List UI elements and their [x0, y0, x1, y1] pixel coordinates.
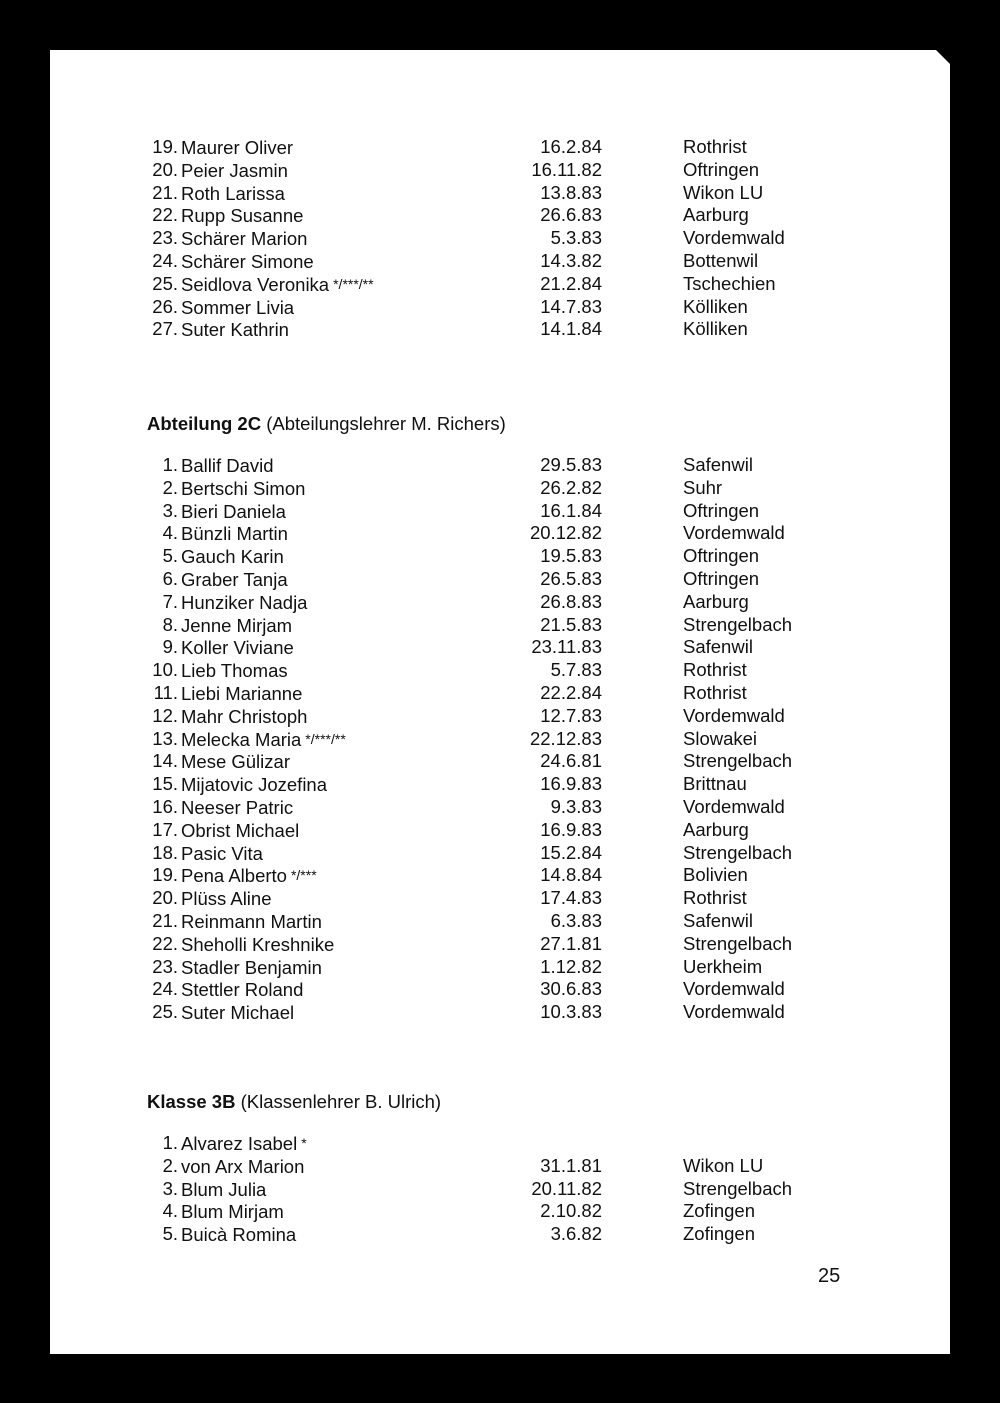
home-town: Wikon LU — [683, 181, 764, 203]
student-name-cell — [181, 956, 326, 980]
birth-date: 29.5.83 — [540, 454, 602, 475]
birth-date: 26.6.83 — [540, 204, 602, 226]
home-town: Wikon LU — [683, 1154, 764, 1176]
list-item — [50, 1178, 950, 1201]
student-name-cell — [181, 614, 296, 638]
student-name: Hunziker Nadja — [181, 591, 308, 613]
student-name: Neeser Patric — [181, 796, 294, 818]
entry-number: 18. — [152, 841, 178, 863]
birth-date: 21.2.84 — [540, 272, 602, 294]
entry-number: 7. — [162, 590, 178, 612]
student-name: Alvarez Isabel — [181, 1133, 298, 1154]
birth-date: 2.10.82 — [540, 1200, 602, 1222]
home-town: Brittnau — [683, 773, 747, 795]
list-item — [50, 477, 950, 500]
student-name: Sheholli Kreshnike — [181, 933, 335, 955]
birth-date: 1.12.82 — [540, 955, 602, 977]
birth-date: 16.2.84 — [540, 136, 602, 157]
section-heading-2c — [147, 412, 506, 436]
entry-number: 12. — [152, 704, 178, 726]
birth-date: 14.8.84 — [540, 864, 602, 886]
home-town: Kölliken — [683, 295, 748, 317]
entry-number: 5. — [162, 545, 178, 567]
student-name: Lieb Thomas — [181, 660, 288, 682]
entry-number: 22. — [152, 204, 178, 226]
student-name-cell — [181, 250, 318, 274]
footnote-mark: */***/** — [305, 730, 346, 747]
student-name: Peier Jasmin — [181, 159, 288, 181]
student-name-cell — [181, 705, 311, 729]
entry-number: 23. — [152, 227, 178, 249]
list-item — [50, 568, 950, 591]
list-item — [50, 296, 950, 319]
student-name: Bünzli Martin — [181, 523, 288, 545]
birth-date: 24.6.81 — [540, 750, 602, 772]
list-item — [50, 522, 950, 545]
home-town: Safenwil — [683, 454, 753, 475]
student-name: Graber Tanja — [181, 568, 288, 590]
home-town: Suhr — [683, 476, 723, 498]
entry-number: 2. — [162, 1154, 178, 1176]
birth-date: 20.11.82 — [531, 1177, 602, 1199]
student-name: Ballif David — [181, 455, 274, 476]
student-name-cell — [181, 227, 311, 251]
birth-date: 19.5.83 — [540, 545, 602, 567]
student-name: Sommer Livia — [181, 296, 295, 318]
home-town: Aarburg — [683, 204, 749, 226]
birth-date: 26.8.83 — [540, 590, 602, 612]
student-name: Obrist Michael — [181, 819, 300, 841]
student-name-cell — [181, 136, 297, 160]
list-item — [50, 204, 950, 227]
birth-date: 5.7.83 — [550, 659, 602, 681]
birth-date: 30.6.83 — [540, 978, 602, 1000]
list-item — [50, 728, 950, 751]
home-town: Tschechien — [683, 272, 776, 294]
list-item — [50, 1200, 950, 1223]
student-name: Mese Gülizar — [181, 751, 290, 773]
list-item — [50, 796, 950, 819]
home-town: Bolivien — [683, 864, 748, 886]
birth-date: 22.12.83 — [529, 727, 602, 749]
entry-number: 10. — [152, 659, 178, 681]
birth-date: 26.2.82 — [540, 476, 602, 498]
student-name-cell — [181, 273, 374, 297]
entry-number: 25. — [152, 1001, 178, 1023]
entry-number: 8. — [162, 613, 178, 635]
entry-number: 3. — [162, 1177, 178, 1199]
home-town: Oftringen — [683, 545, 760, 567]
entry-number: 13. — [152, 727, 178, 749]
student-name-cell — [181, 500, 290, 524]
list-item — [50, 318, 950, 341]
entry-number: 2. — [162, 476, 178, 498]
student-name: Pasic Vita — [181, 842, 263, 864]
home-town: Rothrist — [683, 136, 747, 157]
list-item — [50, 705, 950, 728]
student-name: Seidlova Veronika — [181, 273, 330, 295]
page-corner-fold — [936, 50, 950, 64]
entry-number: 19. — [152, 136, 178, 157]
birth-date: 5.3.83 — [550, 227, 602, 249]
student-name: Rupp Susanne — [181, 205, 304, 227]
home-town: Vordemwald — [683, 1001, 785, 1023]
list-item — [50, 454, 950, 477]
student-name-cell — [181, 728, 346, 752]
student-name-cell — [181, 659, 292, 683]
student-list-top — [50, 136, 950, 341]
birth-date: 16.9.83 — [540, 773, 602, 795]
student-name: Bertschi Simon — [181, 477, 306, 499]
student-name: Mahr Christoph — [181, 705, 308, 727]
home-town: Rothrist — [683, 681, 747, 703]
birth-date: 20.12.82 — [529, 522, 602, 544]
list-item — [50, 682, 950, 705]
home-town: Strengelbach — [683, 613, 793, 635]
list-item — [50, 591, 950, 614]
birth-date: 16.1.84 — [540, 499, 602, 521]
student-name-cell — [181, 182, 289, 206]
home-town: Vordemwald — [683, 227, 785, 249]
home-town: Kölliken — [683, 318, 748, 340]
list-item — [50, 956, 950, 979]
home-town: Vordemwald — [683, 704, 785, 726]
student-name: Liebi Marianne — [181, 682, 303, 704]
section-heading-3b — [147, 1090, 441, 1114]
home-town: Safenwil — [683, 636, 753, 658]
student-name: Schärer Simone — [181, 250, 314, 272]
entry-number: 22. — [152, 932, 178, 954]
list-item — [50, 819, 950, 842]
list-item — [50, 910, 950, 933]
section-title-3b: Klasse 3B — [147, 1091, 236, 1112]
student-name: Plüss Aline — [181, 888, 272, 910]
birth-date: 23.11.83 — [531, 636, 602, 658]
student-name-cell — [181, 1178, 270, 1202]
student-name: Mijatovic Jozefina — [181, 774, 328, 796]
birth-date: 31.1.81 — [540, 1154, 602, 1176]
student-name-cell — [181, 978, 307, 1002]
student-name-cell — [181, 1223, 300, 1247]
list-item — [50, 250, 950, 273]
entry-number: 14. — [152, 750, 178, 772]
student-name: Koller Viviane — [181, 637, 294, 659]
student-name: Gauch Karin — [181, 546, 284, 568]
student-name: Melecka Maria — [181, 728, 302, 750]
birth-date: 21.5.83 — [540, 613, 602, 635]
student-name: Buicà Romina — [181, 1224, 297, 1246]
home-town: Aarburg — [683, 590, 749, 612]
birth-date: 17.4.83 — [540, 887, 602, 909]
footnote-mark: */*** — [290, 867, 317, 884]
home-town: Oftringen — [683, 567, 760, 589]
student-name-cell — [181, 1200, 288, 1224]
birth-date: 26.5.83 — [540, 567, 602, 589]
section-title-2c: Abteilung 2C — [147, 413, 262, 434]
entry-number: 9. — [162, 636, 178, 658]
birth-date: 15.2.84 — [540, 841, 602, 863]
entry-number: 5. — [162, 1223, 178, 1245]
student-name-cell — [181, 1132, 307, 1156]
list-item — [50, 978, 950, 1001]
list-item — [50, 545, 950, 568]
home-town: Strengelbach — [683, 932, 793, 954]
student-name-cell — [181, 796, 297, 820]
home-town: Vordemwald — [683, 978, 785, 1000]
entry-number: 19. — [152, 864, 178, 886]
student-name-cell — [181, 682, 306, 706]
entry-number: 6. — [162, 567, 178, 589]
student-name: Suter Kathrin — [181, 319, 289, 341]
home-town: Aarburg — [683, 818, 749, 840]
student-name: Stadler Benjamin — [181, 956, 322, 978]
list-item — [50, 842, 950, 865]
entry-number: 20. — [152, 887, 178, 909]
entry-number: 21. — [152, 181, 178, 203]
home-town: Oftringen — [683, 499, 760, 521]
home-town: Rothrist — [683, 887, 747, 909]
home-town: Safenwil — [683, 909, 753, 931]
document-page — [50, 50, 950, 1354]
footnote-mark: * — [301, 1135, 307, 1151]
student-name: Bieri Daniela — [181, 500, 286, 522]
list-item — [50, 1223, 950, 1246]
entry-number: 26. — [152, 295, 178, 317]
student-name-cell — [181, 1155, 308, 1179]
birth-date: 10.3.83 — [540, 1001, 602, 1023]
home-town: Oftringen — [683, 158, 760, 180]
birth-date: 14.3.82 — [540, 249, 602, 271]
list-item — [50, 773, 950, 796]
birth-date: 6.3.83 — [550, 909, 602, 931]
list-item — [50, 887, 950, 910]
birth-date: 16.9.83 — [540, 818, 602, 840]
list-item — [50, 273, 950, 296]
student-name: Schärer Marion — [181, 228, 308, 250]
entry-number: 11. — [153, 681, 178, 703]
list-item — [50, 659, 950, 682]
student-name-cell — [181, 887, 276, 911]
section-teacher-2c: (Abteilungslehrer M. Richers) — [266, 413, 506, 434]
student-name-cell — [181, 933, 338, 957]
student-name-cell — [181, 864, 317, 888]
list-item — [50, 614, 950, 637]
entry-number: 27. — [152, 318, 178, 340]
birth-date: 16.11.82 — [531, 158, 602, 180]
entry-number: 3. — [162, 499, 178, 521]
student-name-cell — [181, 318, 293, 342]
list-item — [50, 136, 950, 159]
home-town: Slowakei — [683, 727, 758, 749]
student-name-cell — [181, 477, 309, 501]
home-town: Zofingen — [683, 1200, 755, 1222]
student-name-cell — [181, 1001, 298, 1025]
home-town: Strengelbach — [683, 841, 793, 863]
student-name-cell — [181, 568, 292, 592]
birth-date: 13.8.83 — [540, 181, 602, 203]
list-item — [50, 864, 950, 887]
entry-number: 1. — [162, 454, 178, 475]
entry-number: 4. — [162, 1200, 178, 1222]
list-item — [50, 636, 950, 659]
birth-date: 3.6.82 — [550, 1223, 602, 1245]
entry-number: 4. — [162, 522, 178, 544]
student-name-cell — [181, 454, 278, 478]
footnote-mark: */***/** — [333, 275, 374, 292]
student-name-cell — [181, 296, 298, 320]
home-town: Rothrist — [683, 659, 747, 681]
student-name-cell — [181, 522, 292, 546]
list-item — [50, 1001, 950, 1024]
student-name: Maurer Oliver — [181, 137, 294, 158]
entry-number: 17. — [152, 818, 178, 840]
home-town: Zofingen — [683, 1223, 755, 1245]
student-name-cell — [181, 591, 311, 615]
student-name: von Arx Marion — [181, 1155, 305, 1177]
entry-number: 23. — [152, 955, 178, 977]
student-name-cell — [181, 773, 331, 797]
home-town: Strengelbach — [683, 1177, 793, 1199]
home-town: Vordemwald — [683, 522, 785, 544]
student-name-cell — [181, 750, 294, 774]
student-name: Roth Larissa — [181, 182, 285, 204]
home-town: Bottenwil — [683, 249, 759, 271]
student-name-cell — [181, 545, 288, 569]
student-name: Reinmann Martin — [181, 910, 322, 932]
entry-number: 20. — [152, 158, 178, 180]
entry-number: 16. — [152, 795, 178, 817]
list-item — [50, 750, 950, 773]
entry-number: 25. — [152, 272, 178, 294]
birth-date: 14.1.84 — [540, 318, 602, 340]
entry-number: 24. — [152, 978, 178, 1000]
birth-date: 22.2.84 — [540, 681, 602, 703]
list-item — [50, 500, 950, 523]
birth-date: 9.3.83 — [550, 795, 602, 817]
student-name: Jenne Mirjam — [181, 614, 293, 636]
page-number: 25 — [818, 1265, 841, 1287]
birth-date: 12.7.83 — [540, 704, 602, 726]
home-town: Strengelbach — [683, 750, 793, 772]
student-name: Pena Alberto — [181, 865, 287, 887]
student-name-cell — [181, 159, 292, 183]
student-list-3b — [50, 1132, 950, 1246]
list-item — [50, 227, 950, 250]
birth-date: 27.1.81 — [540, 932, 602, 954]
student-name: Blum Mirjam — [181, 1201, 284, 1223]
student-name-cell — [181, 819, 303, 843]
student-name: Blum Julia — [181, 1178, 267, 1200]
student-list-2c — [50, 454, 950, 1024]
list-item — [50, 182, 950, 205]
student-name-cell — [181, 204, 307, 228]
list-item — [50, 1132, 950, 1155]
section-teacher-3b: (Klassenlehrer B. Ulrich) — [240, 1091, 442, 1112]
home-town: Uerkheim — [683, 955, 763, 977]
entry-number: 21. — [152, 909, 178, 931]
student-name-cell — [181, 910, 326, 934]
entry-number: 1. — [162, 1132, 178, 1153]
student-name-cell — [181, 842, 267, 866]
student-name-cell — [181, 636, 298, 660]
home-town: Vordemwald — [683, 795, 785, 817]
student-name: Suter Michael — [181, 1002, 295, 1024]
birth-date: 14.7.83 — [540, 295, 602, 317]
list-item — [50, 1155, 950, 1178]
student-name: Stettler Roland — [181, 979, 304, 1001]
entry-number: 15. — [152, 773, 178, 795]
entry-number: 24. — [152, 249, 178, 271]
list-item — [50, 933, 950, 956]
list-item — [50, 159, 950, 182]
